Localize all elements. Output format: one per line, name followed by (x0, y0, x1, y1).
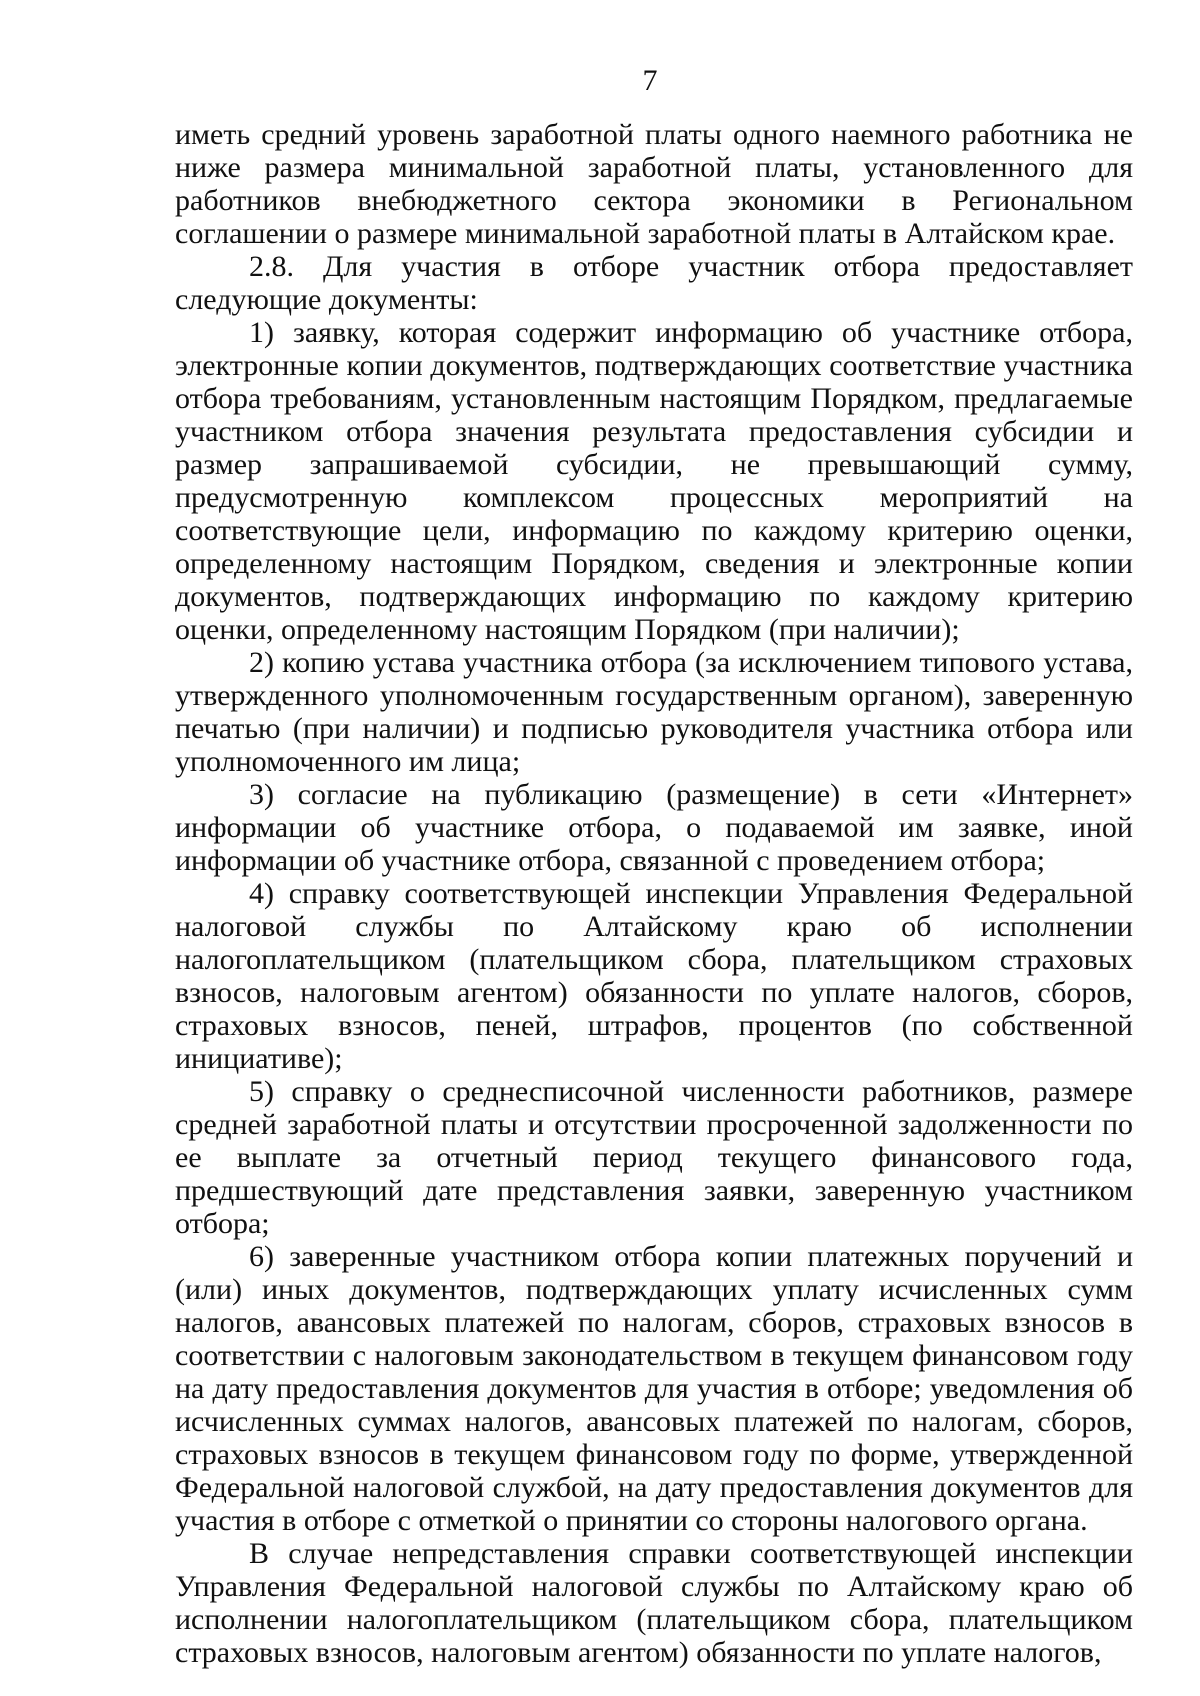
paragraph-non-submission: В случае непредставления справки соответствующей инспекции Управления Федеральной налоговой службы по Алтайскому краю об исполнении налогоплательщиком (плательщиком сбора, плательщиком страховых взносов, налоговым агентом) обязанности по уплате налогов, (175, 1537, 1133, 1669)
paragraph-item-5-employee-certificate: 5) справку о среднесписочной численности работников, размере средней заработной платы и отсутствии просроченной задолженности по ее выплате за отчетный период текущего финансового года, предшествующий дате представления заявки, заверенную участником отбора; (175, 1075, 1133, 1240)
page-number: 7 (642, 64, 658, 97)
paragraph-2-8-documents: 2.8. Для участия в отборе участник отбора предоставляет следующие документы: (175, 250, 1133, 316)
paragraph-wage-requirement: иметь средний уровень заработной платы одного наемного работника не ниже размера минимальной заработной платы, установленного для работников внебюджетного сектора экономики в Региональном соглашении о размере минимальной заработной платы в Алтайском крае. (175, 118, 1133, 250)
paragraph-item-1-application: 1) заявку, которая содержит информацию об участнике отбора, электронные копии документов, подтверждающих соответствие участника отбора требованиям, установленным настоящим Порядком, предлагаемые участником отбора значения результата предоставления субсидии и размер запрашиваемой субсидии, не превышающий сумму, предусмотренную комплексом процессных мероприятий на соответствующие цели, информацию по каждому критерию оценки, определенному настоящим Порядком, сведения и электронные копии документов, подтверждающих информацию по каждому критерию оценки, определенному настоящим Порядком (при наличии); (175, 316, 1133, 646)
paragraph-item-2-charter: 2) копию устава участника отбора (за исключением типового устава, утвержденного уполномоченным государственным органом), заверенную печатью (при наличии) и подписью руководителя участника отбора или уполномоченного им лица; (175, 646, 1133, 778)
document-body (175, 118, 1133, 1669)
paragraph-item-6-payment-copies: 6) заверенные участником отбора копии платежных поручений и (или) иных документов, подтверждающих уплату исчисленных сумм налогов, авансовых платежей по налогам, сборов, страховых взносов в соответствии с налоговым законодательством в текущем финансовом году на дату предоставления документов для участия в отборе; уведомления об исчисленных суммах налогов, авансовых платежей по налогам, сборов, страховых взносов в текущем финансовом году по форме, утвержденной Федеральной налоговой службой, на дату предоставления документов для участия в отборе с отметкой о принятии со стороны налогового органа. (175, 1240, 1133, 1537)
paragraph-item-3-consent: 3) согласие на публикацию (размещение) в сети «Интернет» информации об участнике отбора, о подаваемой им заявке, иной информации об участнике отбора, связанной с проведением отбора; (175, 778, 1133, 877)
paragraph-item-4-tax-certificate: 4) справку соответствующей инспекции Управления Федеральной налоговой службы по Алтайскому краю об исполнении налогоплательщиком (плательщиком сбора, плательщиком страховых взносов, налоговым агентом) обязанности по уплате налогов, сборов, страховых взносов, пеней, штрафов, процентов (по собственной инициативе); (175, 877, 1133, 1075)
